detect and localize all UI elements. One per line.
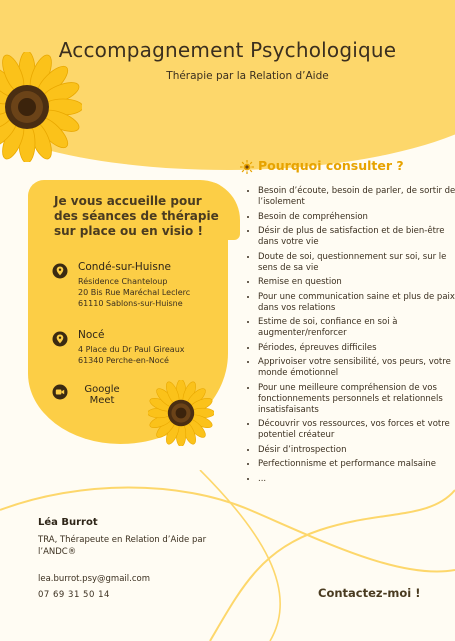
address-line: 20 Bis Rue Maréchal Leclerc	[78, 288, 191, 297]
address-line: Résidence Chanteloup	[78, 277, 168, 286]
location-name: Nocé	[78, 329, 105, 341]
list-item: • ...	[258, 474, 455, 485]
list-item: • Découvrir vos ressources, vos forces et votre potentiel créateur	[258, 419, 455, 441]
sunflower-icon	[0, 52, 82, 162]
location-name: Condé-sur-Huisne	[78, 261, 171, 273]
author-role: TRA, Thérapeute en Relation d’Aide par l’ANDC®	[38, 535, 207, 557]
phone-number[interactable]: 07 69 31 50 14	[38, 590, 110, 600]
online-label: Google Meet	[84, 384, 120, 406]
intro-text: Je vous accueille pour des séances de thérapie sur place ou en visio !	[54, 194, 219, 238]
why-title: Pourquoi consulter ?	[258, 158, 404, 173]
page-subtitle: Thérapie par la Relation d’Aide	[166, 70, 329, 82]
list-item: • Remise en question	[258, 277, 455, 288]
list-item: • Perfectionnisme et performance malsaine	[258, 459, 455, 470]
list-item: • Désir d’introspection	[258, 445, 455, 456]
list-item: • Désir de plus de satisfaction et de bien-être dans votre vie	[258, 226, 455, 248]
address-line: 4 Place du Dr Paul Gireaux	[78, 345, 185, 354]
sun-icon	[240, 160, 254, 174]
author-name: Léa Burrot	[38, 517, 98, 528]
list-item: • Doute de soi, questionnement sur soi, sur le sens de sa vie	[258, 252, 455, 274]
list-item: • Pour une meilleure compréhension de vos fonctionnements personnels et relationnels insatisfaisants	[258, 383, 455, 416]
list-item: • Estime de soi, confiance en soi à augmenter/renforcer	[258, 317, 455, 339]
sunflower-icon	[148, 380, 214, 446]
page-title: Accompagnement Psychologique	[58, 38, 397, 62]
list-item: • Besoin d’écoute, besoin de parler, de sortir de l’isolement	[258, 186, 455, 208]
why-heading	[240, 158, 404, 174]
video-camera-icon	[52, 384, 68, 400]
address-line: 61110 Sablons-sur-Huisne	[78, 299, 183, 308]
location-noce	[50, 330, 220, 366]
list-item: • Besoin de compréhension	[258, 212, 455, 223]
email-link[interactable]: lea.burrot.psy@gmail.com	[38, 574, 150, 584]
list-item: • Pour une communication saine et plus de paix dans vos relations	[258, 292, 455, 314]
location-conde	[50, 262, 220, 309]
list-item: • Apprivoiser votre sensibilité, vos peurs, votre monde émotionnel	[258, 357, 455, 379]
map-pin-icon	[52, 263, 68, 279]
reasons-list	[246, 186, 455, 488]
address-line: 61340 Perche-en-Nocé	[78, 356, 169, 365]
list-item: • Périodes, épreuves difficiles	[258, 343, 455, 354]
map-pin-icon	[52, 331, 68, 347]
contact-label: Contactez-moi !	[318, 586, 421, 600]
